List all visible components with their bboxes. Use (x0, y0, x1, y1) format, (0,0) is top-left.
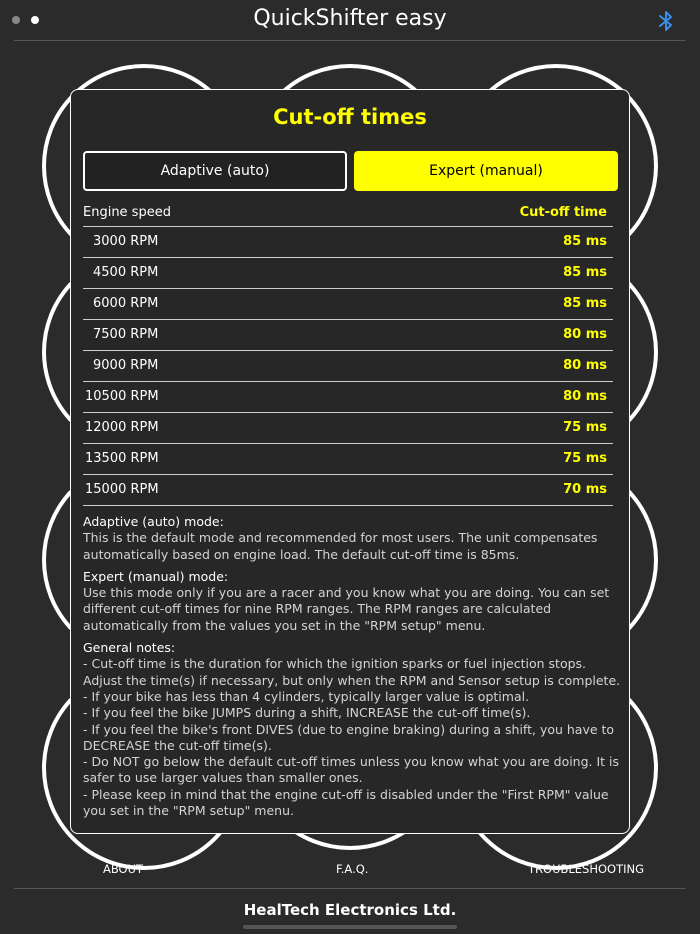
cutoff-value[interactable]: 75 ms (563, 451, 607, 466)
adaptive-mode-button[interactable]: Adaptive (auto) (83, 151, 347, 191)
rpm-value: 12000 RPM (85, 420, 159, 435)
general-heading: General notes: (83, 640, 176, 656)
table-row[interactable] (83, 351, 613, 382)
footer-divider (14, 888, 686, 889)
troubleshooting-link[interactable]: TROUBLESHOOTING (528, 862, 645, 876)
table-row[interactable] (83, 382, 613, 413)
cutoff-value[interactable]: 80 ms (563, 389, 607, 404)
expert-mode-button[interactable]: Expert (manual) (354, 151, 618, 191)
rpm-value: 9000 RPM (93, 358, 159, 373)
table-row[interactable] (83, 320, 613, 351)
adaptive-text: This is the default mode and recommended for most users. The unit compensates automatically based on engine load. The default cut-off time is 85ms. (83, 530, 598, 562)
rpm-value: 13500 RPM (85, 451, 159, 466)
bluetooth-icon[interactable] (656, 9, 676, 33)
general-note: - Please keep in mind that the engine cut-off is disabled under the "First RPM" value you set in the "RPM setup" menu. (83, 786, 609, 819)
expert-heading: Expert (manual) mode: (83, 568, 229, 584)
expert-text: Use this mode only if you are a racer and you know what you are doing. You can set different cut-off times for nine RPM ranges. The RPM ranges are calculated automatically from the values you set in the "RPM setup" menu. (83, 585, 610, 633)
general-note: - Do NOT go below the default cut-off times unless you know what you are doing. It is safer to use larger values than smaller ones. (83, 754, 620, 786)
table-row[interactable] (83, 227, 613, 258)
general-note: - If your bike has less than 4 cylinders, typically larger value is optimal. (83, 688, 530, 704)
cutoff-value[interactable]: 85 ms (563, 296, 607, 311)
general-note: - If you feel the bike's front DIVES (due to engine braking) during a shift, you have to DECREASE the cut-off time(s). (83, 721, 615, 753)
top-bar (0, 0, 700, 40)
cutoff-times-dialog (70, 89, 630, 834)
table-header (83, 204, 613, 227)
table-row[interactable] (83, 289, 613, 320)
table-row[interactable] (83, 444, 613, 475)
header-divider (14, 40, 686, 41)
table-row[interactable] (83, 475, 613, 506)
about-link[interactable]: ABOUT (103, 862, 144, 876)
cutoff-value[interactable]: 85 ms (563, 265, 607, 280)
dialog-title: Cut-off times (273, 105, 427, 129)
rpm-value: 7500 RPM (93, 327, 159, 342)
table-row[interactable] (83, 413, 613, 444)
company-name: HealTech Electronics Ltd. (243, 901, 457, 919)
adaptive-heading: Adaptive (auto) mode: (83, 514, 224, 529)
cutoff-value[interactable]: 85 ms (563, 234, 607, 249)
faq-link[interactable]: F.A.Q. (336, 862, 369, 876)
cutoff-value[interactable]: 70 ms (563, 482, 607, 497)
cutoff-value[interactable]: 75 ms (563, 420, 607, 435)
general-note: - Cut-off time is the duration for which the ignition sparks or fuel injection stops. Adjust the time(s) if necessary, but only when the RPM and Sensor setup is complete. (83, 656, 621, 688)
rpm-value: 3000 RPM (93, 234, 159, 249)
cutoff-value[interactable]: 80 ms (563, 327, 607, 342)
home-indicator[interactable] (243, 925, 457, 929)
general-note: - If you feel the bike JUMPS during a shift, INCREASE the cut-off time(s). (83, 705, 531, 721)
rpm-value: 15000 RPM (85, 482, 159, 497)
footer-nav (0, 862, 700, 880)
cutoff-time-header: Cut-off time (519, 205, 607, 220)
rpm-value: 6000 RPM (93, 296, 159, 311)
app-title: QuickShifter easy (253, 6, 447, 31)
table-row[interactable] (83, 258, 613, 289)
rpm-value: 10500 RPM (85, 389, 159, 404)
engine-speed-header: Engine speed (83, 205, 171, 220)
cutoff-table (83, 204, 613, 506)
cutoff-value[interactable]: 80 ms (563, 358, 607, 373)
help-notes (83, 514, 621, 819)
rpm-value: 4500 RPM (93, 265, 159, 280)
